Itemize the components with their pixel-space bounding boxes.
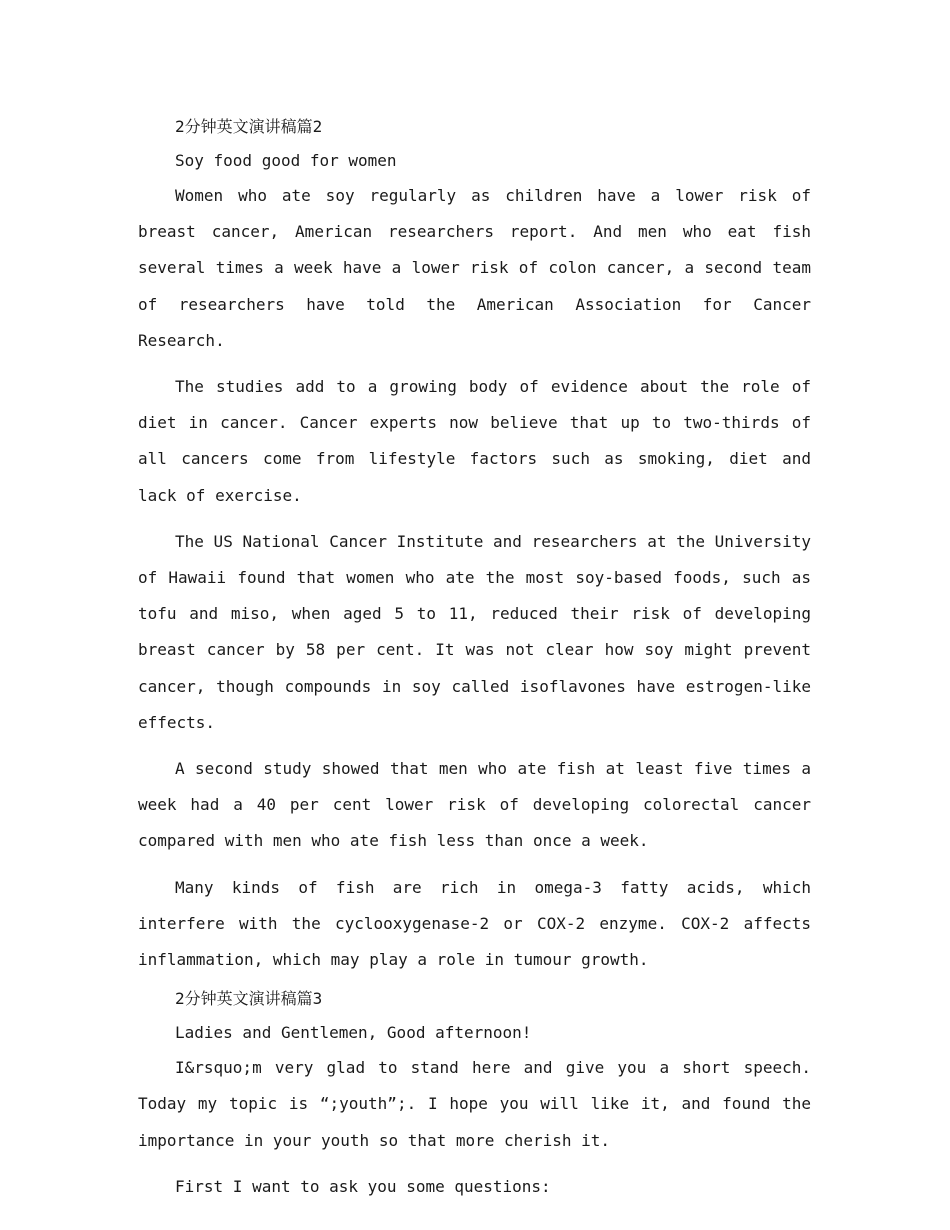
section-heading: 2分钟英文演讲稿篇2 (175, 117, 323, 136)
paragraph: The US National Cancer Institute and researchers at the University of Hawaii found that women who ate the most soy-based foods, such as tofu and miso, when aged 5 to 11, reduced their risk of developing breast cancer by 58 per cent. It was not clear how soy might prevent cancer, though compounds in soy called isoflavones have estrogen-like effects. (138, 531, 811, 732)
paragraph: The studies add to a growing body of evidence about the role of diet in cancer. Cancer experts now believe that up to two-thirds of all cancers come from lifestyle factors such as smoking, diet and lack of exercise. (138, 377, 811, 505)
paragraph: First I want to ask you some questions: (175, 1176, 551, 1196)
article-title: Soy food good for women (175, 151, 397, 170)
document-body (138, 116, 811, 1215)
paragraph: I&rsquo;m very glad to stand here and give you a short speech. Today my topic is “;youth”;. I hope you will like it, and found the importance in your youth so that more cherish it. (138, 1058, 811, 1150)
paragraph: Women who ate soy regularly as children have a lower risk of breast cancer, American researchers report. And men who eat fish several times a week have a lower risk of colon cancer, a second team of researchers have told the American Association for Cancer Research. (138, 186, 811, 350)
speech-greeting: Ladies and Gentlemen, Good afternoon! (175, 1023, 532, 1043)
section-heading: 2分钟英文演讲稿篇3 (175, 989, 323, 1009)
paragraph: A second study showed that men who ate fish at least five times a week had a 40 per cent lower risk of developing colorectal cancer compared with men who ate fish less than once a week. (138, 759, 811, 851)
paragraph: Many kinds of fish are rich in omega-3 fatty acids, which interfere with the cyclooxygenase-2 or COX-2 enzyme. COX-2 affects inflammation, which may play a role in tumour growth. (138, 877, 811, 970)
